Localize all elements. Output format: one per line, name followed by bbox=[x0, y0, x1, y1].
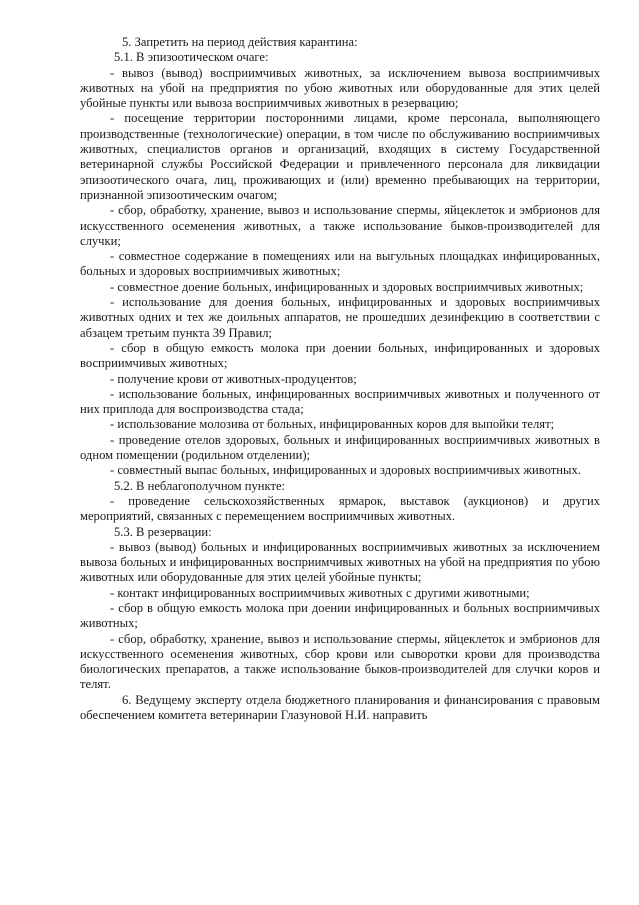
paragraph-item: - сбор, обработку, хранение, вывоз и использование спермы, яйцеклеток и эмбрионов для искусственного осеменения животных, сбор крови или сыворотки крови для производства биологических препаратов, а также использование быков-производителей для случки коров и телят. bbox=[80, 631, 600, 692]
paragraph-item: - сбор, обработку, хранение, вывоз и использование спермы, яйцеклеток и эмбрионов для искусственного осеменения животных, а также использование быков-производителей для случки; bbox=[80, 203, 600, 248]
paragraph-item: - совместное доение больных, инфицированных и здоровых восприимчивых животных; bbox=[110, 279, 584, 294]
section-5-1-heading: 5.1. В эпизоотическом очаге: bbox=[114, 50, 269, 65]
paragraph-item: - совместное содержание в помещениях или на выгульных площадках инфицированных, больных и здоровых восприимчивых животных; bbox=[80, 249, 600, 279]
section-5-3-heading: 5.3. В резервации: bbox=[114, 524, 212, 539]
section-6-paragraph: 6. Ведущему эксперту отдела бюджетного планирования и финансирования с правовым обеспечением комитета ветеринарии Глазуновой Н.И. направить bbox=[80, 692, 600, 723]
paragraph-item: - получение крови от животных-продуцентов; bbox=[110, 371, 357, 386]
paragraph-item: - использование для доения больных, инфицированных и здоровых восприимчивых животных одних и тех же доильных аппаратов, не прошедших дезинфекцию в соответствии с абзацем третьим пункта 39 Правил; bbox=[80, 295, 600, 340]
document-body bbox=[80, 35, 600, 723]
paragraph-item: - проведение сельскохозяйственных ярмарок, выставок (аукционов) и других мероприятий, связанных с перемещением восприимчивых животных. bbox=[80, 493, 600, 524]
paragraph-item: - посещение территории посторонними лицами, кроме персонала, выполняющего производственные (технологические) операции, в том числе по обслуживанию восприимчивых животных, специалистов органов и организаций, входящих в систему Государственной ветеринарной службы Российской Федерации и привлеченного персонала для ликвидации эпизоотического очага, лиц, проживающих и (или) временно пребывающих на территории, признанной эпизоотическим очагом; bbox=[80, 111, 600, 202]
paragraph-item: - совместный выпас больных, инфицированных и здоровых восприимчивых животных. bbox=[110, 463, 581, 478]
paragraph-item: - использование молозива от больных, инфицированных коров для выпойки телят; bbox=[110, 417, 555, 432]
paragraph-item: - вывоз (вывод) больных и инфицированных восприимчивых животных за исключением вывоза больных и инфицированных восприимчивых животных на убой на предприятия по убою животных или оборудованные для этих целей убойные пункты; bbox=[80, 539, 600, 585]
paragraph-item: - сбор в общую емкость молока при доении инфицированных и больных восприимчивых животных; bbox=[80, 600, 600, 631]
section-5-2-heading: 5.2. В неблагополучном пункте: bbox=[114, 478, 286, 493]
section-5-heading: 5. Запретить на период действия карантина: bbox=[122, 35, 358, 49]
paragraph-item: - контакт инфицированных восприимчивых животных с другими животными; bbox=[110, 585, 530, 600]
paragraph-item: - сбор в общую емкость молока при доении больных, инфицированных и здоровых восприимчивых животных; bbox=[80, 340, 600, 371]
paragraph-item: - вывоз (вывод) восприимчивых животных, за исключением вывоза восприимчивых животных на убой на предприятия по убою животных или оборудованные для этих целей убойные пункты или вывоза восприимчивых животных в резервацию; bbox=[80, 65, 600, 111]
paragraph-item: - проведение отелов здоровых, больных и инфицированных восприимчивых животных в одном помещении (родильном отделении); bbox=[80, 432, 600, 463]
paragraph-item: - использование больных, инфицированных восприимчивых животных и полученного от них приплода для воспроизводства стада; bbox=[80, 386, 600, 417]
